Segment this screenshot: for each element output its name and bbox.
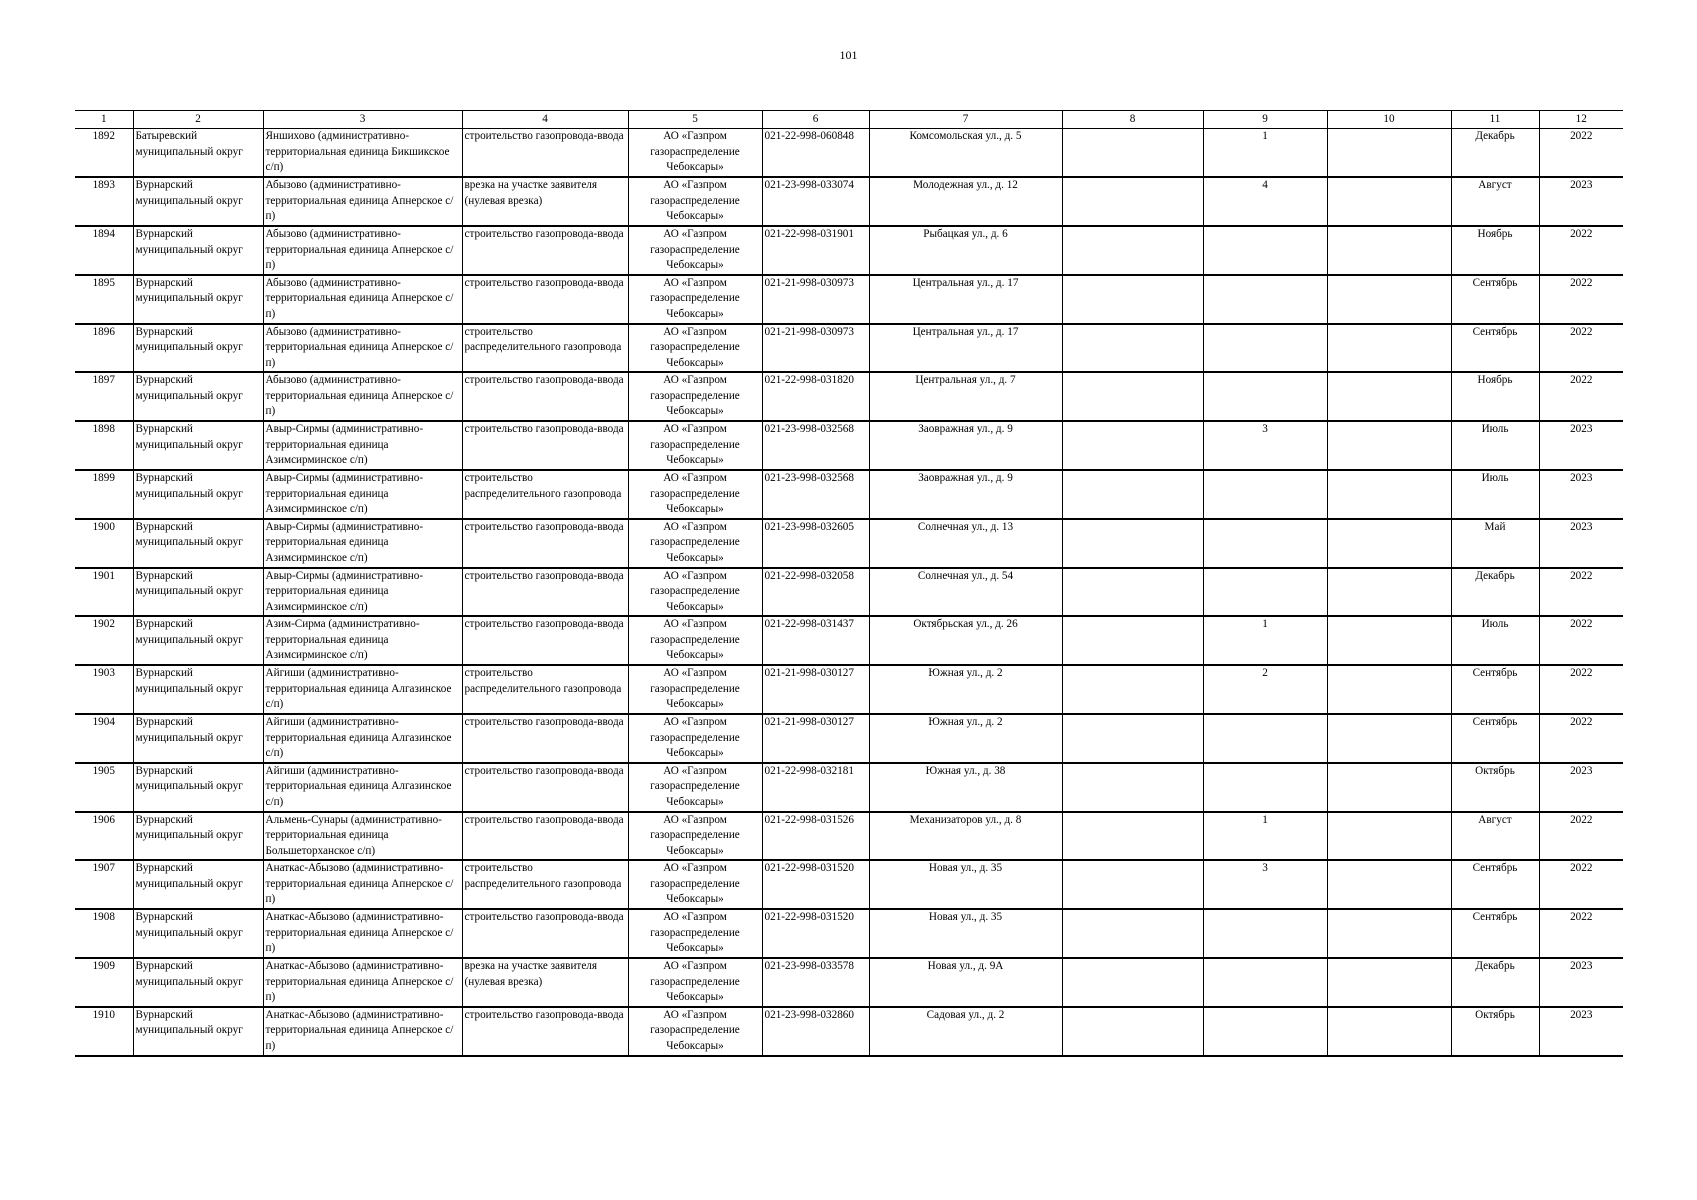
- cell-settlement: Абызово (административно-территориальная единица Апнерское с/п): [263, 372, 462, 421]
- column-header-5: 5: [628, 111, 762, 129]
- cell-column-8: [1062, 1007, 1203, 1056]
- cell-column-10: [1327, 763, 1451, 812]
- cell-column-10: [1327, 129, 1451, 178]
- cell-row-number: 1907: [75, 860, 133, 909]
- cell-municipal-district: Вурнарский муниципальный округ: [133, 1007, 263, 1056]
- cell-address: Новая ул., д. 35: [869, 860, 1062, 909]
- cell-quantity: [1203, 519, 1327, 568]
- cell-settlement: Абызово (административно-территориальная единица Апнерское с/п): [263, 275, 462, 324]
- cell-quantity: [1203, 226, 1327, 275]
- column-header-6: 6: [762, 111, 869, 129]
- table-header-row: [75, 111, 1623, 129]
- cell-year: 2022: [1539, 568, 1623, 617]
- cell-work-type: врезка на участке заявителя (нулевая врезка): [462, 958, 628, 1007]
- cell-municipal-district: Вурнарский муниципальный округ: [133, 421, 263, 470]
- cell-municipal-district: Вурнарский муниципальный округ: [133, 177, 263, 226]
- cell-month: Декабрь: [1451, 958, 1539, 1007]
- cell-organization: АО «Газпром газораспределение Чебоксары»: [628, 372, 762, 421]
- cell-organization: АО «Газпром газораспределение Чебоксары»: [628, 763, 762, 812]
- cell-address: Солнечная ул., д. 13: [869, 519, 1062, 568]
- cell-address: Механизаторов ул., д. 8: [869, 812, 1062, 861]
- column-header-1: 1: [75, 111, 133, 129]
- cell-month: Май: [1451, 519, 1539, 568]
- cell-work-type: строительство газопровода-ввода: [462, 714, 628, 763]
- cell-column-8: [1062, 421, 1203, 470]
- cell-municipal-district: Вурнарский муниципальный округ: [133, 568, 263, 617]
- cell-organization: АО «Газпром газораспределение Чебоксары»: [628, 860, 762, 909]
- cell-address: Заовражная ул., д. 9: [869, 421, 1062, 470]
- cell-settlement: Авыр-Сирмы (административно-территориальная единица Азимсирминское с/п): [263, 568, 462, 617]
- page-number: 101: [839, 48, 858, 62]
- cell-column-8: [1062, 177, 1203, 226]
- cell-application-number: 021-22-998-031520: [762, 860, 869, 909]
- cell-year: 2022: [1539, 812, 1623, 861]
- cell-quantity: [1203, 470, 1327, 519]
- cell-column-10: [1327, 275, 1451, 324]
- cell-month: Сентябрь: [1451, 714, 1539, 763]
- cell-organization: АО «Газпром газораспределение Чебоксары»: [628, 958, 762, 1007]
- cell-organization: АО «Газпром газораспределение Чебоксары»: [628, 275, 762, 324]
- cell-municipal-district: Вурнарский муниципальный округ: [133, 372, 263, 421]
- cell-work-type: строительство газопровода-ввода: [462, 226, 628, 275]
- cell-column-10: [1327, 812, 1451, 861]
- cell-municipal-district: Вурнарский муниципальный округ: [133, 324, 263, 373]
- cell-row-number: 1905: [75, 763, 133, 812]
- cell-address: Рыбацкая ул., д. 6: [869, 226, 1062, 275]
- cell-quantity: [1203, 958, 1327, 1007]
- cell-column-8: [1062, 519, 1203, 568]
- cell-year: 2023: [1539, 470, 1623, 519]
- cell-organization: АО «Газпром газораспределение Чебоксары»: [628, 1007, 762, 1056]
- cell-work-type: строительство газопровода-ввода: [462, 421, 628, 470]
- cell-row-number: 1906: [75, 812, 133, 861]
- cell-settlement: Азим-Сирма (административно-территориальная единица Азимсирминское с/п): [263, 616, 462, 665]
- cell-settlement: Авыр-Сирмы (административно-территориальная единица Азимсирминское с/п): [263, 519, 462, 568]
- cell-work-type: строительство газопровода-ввода: [462, 1007, 628, 1056]
- table-row: [75, 860, 1623, 909]
- cell-settlement: Анаткас-Абызово (административно-территориальная единица Апнерское с/п): [263, 860, 462, 909]
- cell-column-8: [1062, 372, 1203, 421]
- cell-address: Октябрьская ул., д. 26: [869, 616, 1062, 665]
- cell-application-number: 021-23-998-032568: [762, 421, 869, 470]
- cell-quantity: [1203, 714, 1327, 763]
- cell-year: 2023: [1539, 958, 1623, 1007]
- cell-row-number: 1899: [75, 470, 133, 519]
- cell-month: Сентябрь: [1451, 860, 1539, 909]
- cell-column-8: [1062, 616, 1203, 665]
- table-row: [75, 421, 1623, 470]
- table-row: [75, 616, 1623, 665]
- column-header-4: 4: [462, 111, 628, 129]
- cell-work-type: строительство газопровода-ввода: [462, 129, 628, 178]
- table-row: [75, 324, 1623, 373]
- cell-year: 2022: [1539, 860, 1623, 909]
- cell-municipal-district: Вурнарский муниципальный округ: [133, 616, 263, 665]
- cell-year: 2023: [1539, 1007, 1623, 1056]
- cell-work-type: строительство газопровода-ввода: [462, 616, 628, 665]
- table-row: [75, 177, 1623, 226]
- cell-application-number: 021-23-998-032605: [762, 519, 869, 568]
- cell-column-10: [1327, 665, 1451, 714]
- cell-row-number: 1892: [75, 129, 133, 178]
- cell-address: Новая ул., д. 35: [869, 909, 1062, 958]
- cell-application-number: 021-22-998-031520: [762, 909, 869, 958]
- cell-application-number: 021-21-998-030973: [762, 324, 869, 373]
- cell-quantity: 3: [1203, 421, 1327, 470]
- cell-column-10: [1327, 519, 1451, 568]
- cell-address: Комсомольская ул., д. 5: [869, 129, 1062, 178]
- table-row: [75, 129, 1623, 178]
- cell-organization: АО «Газпром газораспределение Чебоксары»: [628, 129, 762, 178]
- cell-year: 2022: [1539, 714, 1623, 763]
- table-body: [75, 129, 1623, 1056]
- cell-year: 2022: [1539, 665, 1623, 714]
- cell-month: Июль: [1451, 616, 1539, 665]
- table-row: [75, 714, 1623, 763]
- cell-column-8: [1062, 958, 1203, 1007]
- cell-month: Июль: [1451, 470, 1539, 519]
- column-header-3: 3: [263, 111, 462, 129]
- cell-column-8: [1062, 470, 1203, 519]
- cell-month: Октябрь: [1451, 763, 1539, 812]
- cell-column-10: [1327, 421, 1451, 470]
- cell-column-8: [1062, 714, 1203, 763]
- cell-month: Ноябрь: [1451, 372, 1539, 421]
- cell-work-type: строительство распределительного газопровода: [462, 324, 628, 373]
- cell-municipal-district: Вурнарский муниципальный округ: [133, 226, 263, 275]
- cell-application-number: 021-23-998-032860: [762, 1007, 869, 1056]
- cell-organization: АО «Газпром газораспределение Чебоксары»: [628, 812, 762, 861]
- cell-row-number: 1902: [75, 616, 133, 665]
- cell-organization: АО «Газпром газораспределение Чебоксары»: [628, 665, 762, 714]
- cell-column-8: [1062, 275, 1203, 324]
- cell-work-type: строительство газопровода-ввода: [462, 812, 628, 861]
- cell-column-10: [1327, 909, 1451, 958]
- cell-settlement: Анаткас-Абызово (административно-территориальная единица Апнерское с/п): [263, 1007, 462, 1056]
- cell-application-number: 021-21-998-030973: [762, 275, 869, 324]
- cell-row-number: 1904: [75, 714, 133, 763]
- cell-application-number: 021-22-998-060848: [762, 129, 869, 178]
- cell-address: Южная ул., д. 2: [869, 714, 1062, 763]
- cell-column-8: [1062, 812, 1203, 861]
- cell-quantity: [1203, 763, 1327, 812]
- cell-municipal-district: Вурнарский муниципальный округ: [133, 958, 263, 1007]
- cell-column-8: [1062, 568, 1203, 617]
- column-header-12: 12: [1539, 111, 1623, 129]
- cell-organization: АО «Газпром газораспределение Чебоксары»: [628, 909, 762, 958]
- cell-application-number: 021-22-998-031901: [762, 226, 869, 275]
- cell-column-8: [1062, 129, 1203, 178]
- cell-organization: АО «Газпром газораспределение Чебоксары»: [628, 421, 762, 470]
- table-row: [75, 763, 1623, 812]
- cell-year: 2022: [1539, 275, 1623, 324]
- cell-month: Август: [1451, 177, 1539, 226]
- cell-work-type: строительство газопровода-ввода: [462, 909, 628, 958]
- cell-column-10: [1327, 568, 1451, 617]
- cell-work-type: строительство газопровода-ввода: [462, 568, 628, 617]
- cell-settlement: Анаткас-Абызово (административно-территориальная единица Апнерское с/п): [263, 958, 462, 1007]
- cell-row-number: 1897: [75, 372, 133, 421]
- cell-application-number: 021-22-998-031437: [762, 616, 869, 665]
- cell-settlement: Анаткас-Абызово (административно-территориальная единица Апнерское с/п): [263, 909, 462, 958]
- cell-quantity: 1: [1203, 812, 1327, 861]
- cell-address: Центральная ул., д. 7: [869, 372, 1062, 421]
- cell-organization: АО «Газпром газораспределение Чебоксары»: [628, 470, 762, 519]
- cell-organization: АО «Газпром газораспределение Чебоксары»: [628, 714, 762, 763]
- cell-quantity: [1203, 1007, 1327, 1056]
- cell-year: 2022: [1539, 616, 1623, 665]
- cell-column-10: [1327, 616, 1451, 665]
- cell-municipal-district: Вурнарский муниципальный округ: [133, 275, 263, 324]
- cell-month: Сентябрь: [1451, 665, 1539, 714]
- cell-application-number: 021-22-998-032058: [762, 568, 869, 617]
- cell-address: Центральная ул., д. 17: [869, 324, 1062, 373]
- cell-column-10: [1327, 177, 1451, 226]
- cell-organization: АО «Газпром газораспределение Чебоксары»: [628, 616, 762, 665]
- cell-municipal-district: Вурнарский муниципальный округ: [133, 909, 263, 958]
- document-table-container: [75, 110, 1623, 1057]
- cell-quantity: [1203, 372, 1327, 421]
- cell-row-number: 1893: [75, 177, 133, 226]
- cell-address: Молодежная ул., д. 12: [869, 177, 1062, 226]
- column-header-8: 8: [1062, 111, 1203, 129]
- cell-settlement: Абызово (административно-территориальная единица Апнерское с/п): [263, 177, 462, 226]
- cell-year: 2022: [1539, 129, 1623, 178]
- cell-column-8: [1062, 860, 1203, 909]
- cell-application-number: 021-21-998-030127: [762, 714, 869, 763]
- cell-quantity: 4: [1203, 177, 1327, 226]
- cell-settlement: Авыр-Сирмы (административно-территориальная единица Азимсирминское с/п): [263, 470, 462, 519]
- cell-municipal-district: Вурнарский муниципальный округ: [133, 714, 263, 763]
- cell-row-number: 1910: [75, 1007, 133, 1056]
- cell-year: 2022: [1539, 909, 1623, 958]
- cell-column-8: [1062, 226, 1203, 275]
- cell-settlement: Авыр-Сирмы (административно-территориальная единица Азимсирминское с/п): [263, 421, 462, 470]
- cell-address: Новая ул., д. 9А: [869, 958, 1062, 1007]
- column-header-9: 9: [1203, 111, 1327, 129]
- cell-year: 2023: [1539, 519, 1623, 568]
- cell-row-number: 1903: [75, 665, 133, 714]
- cell-address: Южная ул., д. 2: [869, 665, 1062, 714]
- cell-quantity: [1203, 275, 1327, 324]
- cell-address: Центральная ул., д. 17: [869, 275, 1062, 324]
- cell-work-type: строительство распределительного газопровода: [462, 860, 628, 909]
- cell-application-number: 021-23-998-033074: [762, 177, 869, 226]
- cell-quantity: [1203, 324, 1327, 373]
- cell-row-number: 1895: [75, 275, 133, 324]
- table-row: [75, 275, 1623, 324]
- cell-application-number: 021-22-998-032181: [762, 763, 869, 812]
- cell-column-10: [1327, 226, 1451, 275]
- cell-application-number: 021-22-998-031820: [762, 372, 869, 421]
- table-row: [75, 665, 1623, 714]
- cell-work-type: строительство газопровода-ввода: [462, 372, 628, 421]
- cell-year: 2022: [1539, 372, 1623, 421]
- cell-work-type: врезка на участке заявителя (нулевая врезка): [462, 177, 628, 226]
- table-row: [75, 519, 1623, 568]
- cell-settlement: Абызово (административно-территориальная единица Апнерское с/п): [263, 324, 462, 373]
- cell-row-number: 1898: [75, 421, 133, 470]
- cell-municipal-district: Вурнарский муниципальный округ: [133, 519, 263, 568]
- cell-work-type: строительство распределительного газопровода: [462, 665, 628, 714]
- cell-year: 2022: [1539, 324, 1623, 373]
- cell-column-10: [1327, 470, 1451, 519]
- cell-column-10: [1327, 372, 1451, 421]
- cell-settlement: Яншихово (административно-территориальная единица Бикшикское с/п): [263, 129, 462, 178]
- cell-address: Заовражная ул., д. 9: [869, 470, 1062, 519]
- cell-municipal-district: Батыревский муниципальный округ: [133, 129, 263, 178]
- cell-settlement: Айгиши (административно-территориальная единица Алгазинское с/п): [263, 714, 462, 763]
- cell-quantity: [1203, 909, 1327, 958]
- cell-quantity: [1203, 568, 1327, 617]
- cell-quantity: 1: [1203, 616, 1327, 665]
- cell-column-8: [1062, 763, 1203, 812]
- table-row: [75, 909, 1623, 958]
- cell-year: 2023: [1539, 763, 1623, 812]
- cell-municipal-district: Вурнарский муниципальный округ: [133, 470, 263, 519]
- cell-row-number: 1908: [75, 909, 133, 958]
- column-header-10: 10: [1327, 111, 1451, 129]
- cell-settlement: Альмень-Сунары (административно-территориальная единица Большеторханское с/п): [263, 812, 462, 861]
- column-header-2: 2: [133, 111, 263, 129]
- cell-column-10: [1327, 860, 1451, 909]
- cell-application-number: 021-21-998-030127: [762, 665, 869, 714]
- cell-quantity: 3: [1203, 860, 1327, 909]
- cell-column-10: [1327, 1007, 1451, 1056]
- cell-column-8: [1062, 909, 1203, 958]
- cell-month: Декабрь: [1451, 129, 1539, 178]
- cell-column-8: [1062, 324, 1203, 373]
- cell-settlement: Абызово (административно-территориальная единица Апнерское с/п): [263, 226, 462, 275]
- cell-quantity: 2: [1203, 665, 1327, 714]
- cell-application-number: 021-23-998-032568: [762, 470, 869, 519]
- cell-organization: АО «Газпром газораспределение Чебоксары»: [628, 568, 762, 617]
- column-header-7: 7: [869, 111, 1062, 129]
- cell-work-type: строительство газопровода-ввода: [462, 519, 628, 568]
- cell-month: Декабрь: [1451, 568, 1539, 617]
- cell-month: Август: [1451, 812, 1539, 861]
- cell-application-number: 021-23-998-033578: [762, 958, 869, 1007]
- cell-column-10: [1327, 324, 1451, 373]
- cell-municipal-district: Вурнарский муниципальный округ: [133, 812, 263, 861]
- cell-column-8: [1062, 665, 1203, 714]
- cell-row-number: 1894: [75, 226, 133, 275]
- cell-row-number: 1909: [75, 958, 133, 1007]
- table-row: [75, 958, 1623, 1007]
- table-row: [75, 568, 1623, 617]
- cell-organization: АО «Газпром газораспределение Чебоксары»: [628, 519, 762, 568]
- cell-month: Июль: [1451, 421, 1539, 470]
- cell-municipal-district: Вурнарский муниципальный округ: [133, 860, 263, 909]
- cell-month: Сентябрь: [1451, 275, 1539, 324]
- cell-month: Ноябрь: [1451, 226, 1539, 275]
- cell-organization: АО «Газпром газораспределение Чебоксары»: [628, 324, 762, 373]
- cell-address: Южная ул., д. 38: [869, 763, 1062, 812]
- gas-connection-table: [75, 110, 1623, 1057]
- cell-column-10: [1327, 958, 1451, 1007]
- table-row: [75, 812, 1623, 861]
- cell-municipal-district: Вурнарский муниципальный округ: [133, 665, 263, 714]
- cell-year: 2022: [1539, 226, 1623, 275]
- cell-row-number: 1896: [75, 324, 133, 373]
- table-row: [75, 226, 1623, 275]
- cell-column-10: [1327, 714, 1451, 763]
- cell-settlement: Айгиши (административно-территориальная единица Алгазинское с/п): [263, 763, 462, 812]
- cell-work-type: строительство распределительного газопровода: [462, 470, 628, 519]
- cell-month: Сентябрь: [1451, 909, 1539, 958]
- cell-address: Садовая ул., д. 2: [869, 1007, 1062, 1056]
- cell-month: Сентябрь: [1451, 324, 1539, 373]
- cell-address: Солнечная ул., д. 54: [869, 568, 1062, 617]
- cell-organization: АО «Газпром газораспределение Чебоксары»: [628, 226, 762, 275]
- table-row: [75, 470, 1623, 519]
- cell-organization: АО «Газпром газораспределение Чебоксары»: [628, 177, 762, 226]
- cell-work-type: строительство газопровода-ввода: [462, 275, 628, 324]
- cell-year: 2023: [1539, 177, 1623, 226]
- cell-work-type: строительство газопровода-ввода: [462, 763, 628, 812]
- cell-year: 2023: [1539, 421, 1623, 470]
- cell-month: Октябрь: [1451, 1007, 1539, 1056]
- cell-municipal-district: Вурнарский муниципальный округ: [133, 763, 263, 812]
- cell-application-number: 021-22-998-031526: [762, 812, 869, 861]
- table-row: [75, 1007, 1623, 1056]
- table-row: [75, 372, 1623, 421]
- cell-quantity: 1: [1203, 129, 1327, 178]
- cell-settlement: Айгиши (административно-территориальная единица Алгазинское с/п): [263, 665, 462, 714]
- column-header-11: 11: [1451, 111, 1539, 129]
- cell-row-number: 1900: [75, 519, 133, 568]
- cell-row-number: 1901: [75, 568, 133, 617]
